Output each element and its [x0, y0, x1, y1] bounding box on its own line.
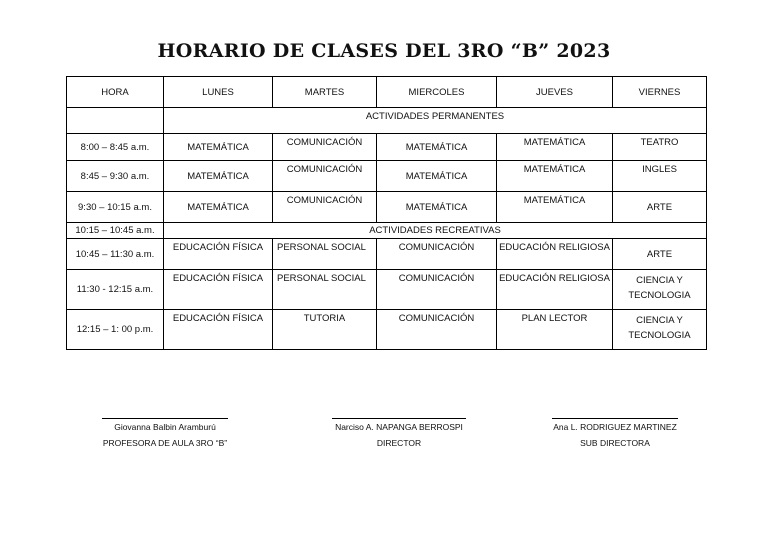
martes-cell: COMUNICACIÓN — [273, 192, 377, 223]
table-row — [67, 192, 707, 223]
miercoles-cell: MATEMÁTICA — [377, 134, 497, 161]
table-row — [67, 270, 707, 310]
viernes-cell: TEATRO — [613, 134, 707, 161]
viernes-cell: ARTE — [613, 239, 707, 270]
time-cell: 10:45 – 11:30 a.m. — [67, 239, 164, 270]
lunes-cell: EDUCACIÓN FÍSICA — [164, 310, 273, 350]
table-row — [67, 223, 707, 239]
martes-cell: TUTORIA — [273, 310, 377, 350]
miercoles-cell: COMUNICACIÓN — [377, 239, 497, 270]
signature-role: DIRECTOR — [376, 438, 422, 448]
lunes-cell: EDUCACIÓN FÍSICA — [164, 270, 273, 310]
table-row — [67, 239, 707, 270]
schedule-table — [66, 76, 707, 350]
header-row — [67, 77, 707, 108]
viernes-cell — [613, 310, 707, 350]
viernes-cell — [613, 270, 707, 310]
table-row — [67, 310, 707, 350]
header-hora: HORA — [67, 77, 164, 108]
miercoles-cell: COMUNICACIÓN — [377, 310, 497, 350]
table-row — [67, 134, 707, 161]
signature-name: Ana L. RODRIGUEZ MARTINEZ — [553, 422, 677, 432]
signature-role: SUB DIRECTORA — [580, 438, 650, 448]
jueves-cell: PLAN LECTOR — [497, 310, 613, 350]
jueves-cell: MATEMÁTICA — [497, 161, 613, 192]
empty-cell — [67, 108, 164, 134]
header-viernes: VIERNES — [613, 77, 707, 108]
miercoles-cell: MATEMÁTICA — [377, 192, 497, 223]
time-cell: 9:30 – 10:15 a.m. — [67, 192, 164, 223]
signature-name: Giovanna Balbin Aramburú — [114, 422, 216, 432]
viernes-line-1: CIENCIA Y — [636, 315, 683, 326]
table-row — [67, 108, 707, 134]
time-cell: 11:30 - 12:15 a.m. — [67, 270, 164, 310]
page-title: HORARIO DE CLASES DEL 3RO “B” 2023 — [157, 40, 611, 62]
time-cell: 8:00 – 8:45 a.m. — [67, 134, 164, 161]
martes-cell: PERSONAL SOCIAL — [273, 239, 377, 270]
miercoles-cell: COMUNICACIÓN — [377, 270, 497, 310]
viernes-line-2: TECNOLOGIA — [628, 290, 691, 301]
header-miercoles: MIERCOLES — [377, 77, 497, 108]
viernes-cell: INGLES — [613, 161, 707, 192]
jueves-cell: MATEMÁTICA — [497, 192, 613, 223]
lunes-cell: MATEMÁTICA — [164, 134, 273, 161]
time-cell: 10:15 – 10:45 a.m. — [67, 223, 164, 239]
martes-cell: COMUNICACIÓN — [273, 134, 377, 161]
signature-role: PROFESORA DE AULA 3RO “B” — [102, 438, 228, 448]
signature-subdirector — [545, 418, 685, 451]
signature-name: Narciso A. NAPANGA BERROSPI — [335, 422, 463, 432]
header-martes: MARTES — [273, 77, 377, 108]
banner-actividades-permanentes: ACTIVIDADES PERMANENTES — [164, 108, 707, 134]
banner-actividades-recreativas: ACTIVIDADES RECREATIVAS — [164, 223, 707, 239]
viernes-cell: ARTE — [613, 192, 707, 223]
signature-director — [324, 418, 474, 451]
martes-cell: COMUNICACIÓN — [273, 161, 377, 192]
viernes-line-1: CIENCIA Y — [636, 275, 683, 286]
jueves-cell: EDUCACIÓN RELIGIOSA — [497, 270, 613, 310]
jueves-cell: MATEMÁTICA — [497, 134, 613, 161]
signature-teacher — [95, 418, 235, 451]
lunes-cell: MATEMÁTICA — [164, 161, 273, 192]
header-lunes: LUNES — [164, 77, 273, 108]
lunes-cell: MATEMÁTICA — [164, 192, 273, 223]
lunes-cell: EDUCACIÓN FÍSICA — [164, 239, 273, 270]
time-cell: 12:15 – 1: 00 p.m. — [67, 310, 164, 350]
martes-cell: PERSONAL SOCIAL — [273, 270, 377, 310]
table-row — [67, 161, 707, 192]
miercoles-cell: MATEMÁTICA — [377, 161, 497, 192]
time-cell: 8:45 – 9:30 a.m. — [67, 161, 164, 192]
jueves-cell: EDUCACIÓN RELIGIOSA — [497, 239, 613, 270]
viernes-line-2: TECNOLOGIA — [628, 330, 691, 341]
header-jueves: JUEVES — [497, 77, 613, 108]
